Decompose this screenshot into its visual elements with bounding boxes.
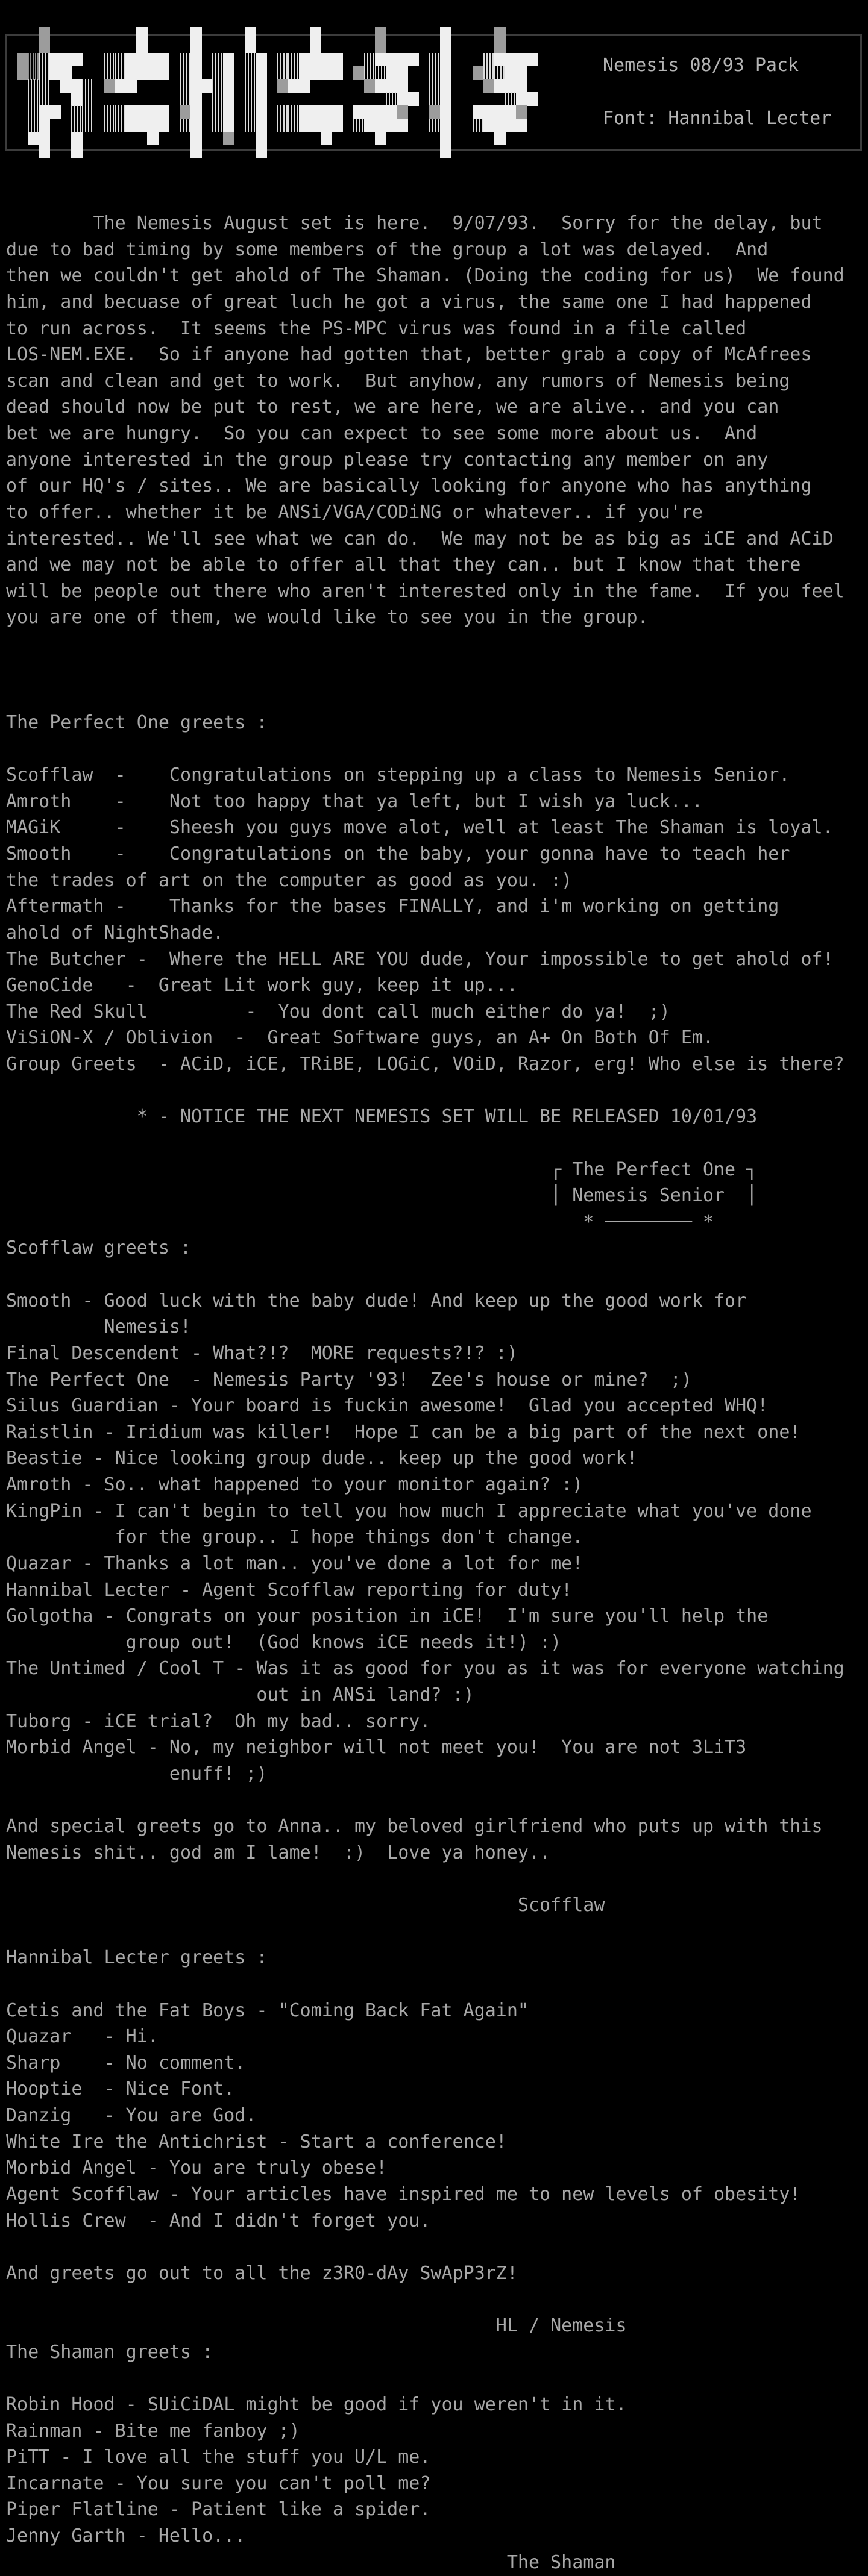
text-line: Scofflaw greets : xyxy=(6,1237,192,1259)
text-line xyxy=(6,27,868,53)
text-line: ┌ The Perfect One ┐ xyxy=(6,1158,758,1180)
text-line: Smooth - Congratulations on the baby, your gonna have to teach her xyxy=(6,843,790,864)
text-line: anyone interested in the group please try contacting any member on any xyxy=(6,449,769,470)
text-line: Nemesis! xyxy=(6,1316,192,1338)
text-line: * ──────── * xyxy=(6,1211,714,1233)
text-line: The Red Skull - You dont call much either do ya! ;) xyxy=(6,1001,670,1022)
text-line: Final Descendent - What?!? MORE requests?!? :) xyxy=(6,1342,518,1364)
text-line: Hooptie - Nice Font. xyxy=(6,2078,235,2100)
text-line xyxy=(6,105,868,132)
text-line: scan and clean and get to work. But anyhow, any rumors of Nemesis being xyxy=(6,370,790,392)
text-line: MAGiK - Sheesh you guys move alot, well at least The Shaman is loyal. xyxy=(6,817,834,839)
text-line: of our HQ's / sites.. We are basically looking for anyone who has anything xyxy=(6,475,812,497)
text-line: The Shaman xyxy=(6,2551,616,2573)
text-line: Nemesis shit.. god am I lame! :) Love ya honey.. xyxy=(6,1842,551,1863)
text-line xyxy=(6,1787,868,1814)
text-line: And special greets go to Anna.. my beloved girlfriend who puts up with this xyxy=(6,1816,823,1837)
text-line xyxy=(6,184,868,210)
text-line: out in ANSi land? :) xyxy=(6,1684,474,1705)
text-line: The Perfect One - Nemesis Party '93! Zee's house or mine? ;) xyxy=(6,1369,692,1390)
text-line xyxy=(6,631,868,657)
text-line: then we couldn't get ahold of The Shaman. (Doing the coding for us) We found xyxy=(6,265,844,287)
text-line: and we may not be able to offer all that they can.. but I know that there xyxy=(6,554,801,576)
text-line: White Ire the Antichrist - Start a conference! xyxy=(6,2131,507,2152)
text-line xyxy=(6,158,868,184)
text-line: * - NOTICE THE NEXT NEMESIS SET WILL BE RELEASED 10/01/93 xyxy=(6,1106,758,1128)
text-line xyxy=(6,79,868,105)
text-line: for the group.. I hope things don't change. xyxy=(6,1527,583,1548)
text-line: The Untimed / Cool T - Was it as good for you as it was for everyone watching xyxy=(6,1658,844,1680)
text-line: Robin Hood - SUiCiDAL might be good if you weren't in it. xyxy=(6,2393,627,2415)
text-line xyxy=(6,1971,868,1998)
text-line: Aftermath - Thanks for the bases FINALLY, and i'm working on getting xyxy=(6,896,779,918)
text-line: group out! (God knows iCE needs it!) :) xyxy=(6,1631,562,1653)
text-line: Rainman - Bite me fanboy ;) xyxy=(6,2420,300,2442)
text-line xyxy=(6,1130,868,1157)
text-line: The Perfect One greets : xyxy=(6,711,268,733)
text-line: Agent Scofflaw - Your articles have inspired me to new levels of obesity! xyxy=(6,2183,801,2205)
text-line: Piper Flatline - Patient like a spider. xyxy=(6,2499,431,2521)
text-line xyxy=(6,1919,868,1945)
text-line: Danzig - You are God. xyxy=(6,2105,257,2126)
text-line: Sharp - No comment. xyxy=(6,2052,246,2074)
text-line: ViSiON-X / Oblivion - Great Software guys, an A+ On Both Of Em. xyxy=(6,1027,714,1049)
text-line: bet we are hungry. So you can expect to see some more about us. And xyxy=(6,423,758,444)
text-line: Jenny Garth - Hello... xyxy=(6,2525,246,2546)
text-line: enuff! ;) xyxy=(6,1763,268,1784)
text-line: The Butcher - Where the HELL ARE YOU dude, Your impossible to get ahold of! xyxy=(6,948,834,970)
text-line xyxy=(6,1866,868,1892)
text-line xyxy=(6,2286,868,2313)
text-line: Amroth - Not too happy that ya left, but I wish ya luck... xyxy=(6,790,703,812)
text-line: Group Greets - ACiD, iCE, TRiBE, LOGiC, VOiD, Razor, erg! Who else is there? xyxy=(6,1054,844,1075)
text-line xyxy=(6,52,868,79)
text-line: ahold of NightShade. xyxy=(6,922,224,943)
font-credit: Font: Hannibal Lecter xyxy=(603,108,832,129)
text-line: Hannibal Lecter greets : xyxy=(6,1947,268,1969)
text-line: you are one of them, we would like to see you in the group. xyxy=(6,607,649,628)
text-line: Cetis and the Fat Boys - "Coming Back Fat Again" xyxy=(6,1999,529,2021)
text-line xyxy=(6,2365,868,2392)
text-line: to run across. It seems the PS-MPC virus was found in a file called xyxy=(6,317,747,339)
text-line: him, and becuase of great luch he got a virus, the same one I had happened xyxy=(6,291,812,313)
text-line: LOS-NEM.EXE. So if anyone had gotten that, better grab a copy of McAfrees xyxy=(6,344,812,366)
text-line: PiTT - I love all the stuff you U/L me. xyxy=(6,2446,431,2468)
text-line xyxy=(6,131,868,158)
text-line: Golgotha - Congrats on your position in iCE! I'm sure you'll help the xyxy=(6,1605,769,1627)
text-line xyxy=(6,2234,868,2260)
text-line: Hannibal Lecter - Agent Scofflaw reporting for duty! xyxy=(6,1579,573,1601)
text-line: the trades of art on the computer as good as you. :) xyxy=(6,869,573,891)
text-line: interested.. We'll see what we can do. We may not be as big as iCE and ACiD xyxy=(6,528,834,549)
text-line xyxy=(6,1078,868,1104)
text-line: Quazar - Hi. xyxy=(6,2026,159,2048)
text-line: Morbid Angel - You are truly obese! xyxy=(6,2157,388,2179)
text-line: Quazar - Thanks a lot man.. you've done a lot for me! xyxy=(6,1552,583,1574)
text-line xyxy=(6,736,868,763)
text-line: dead should now be put to rest, we are here, we are alive.. and you can xyxy=(6,396,779,418)
pack-title: Nemesis 08/93 Pack xyxy=(603,55,799,76)
text-line: will be people out there who aren't interested only in the fame. If you feel xyxy=(6,580,844,602)
text-line: Beastie - Nice looking group dude.. keep up the good work! xyxy=(6,1448,638,1469)
text-line: Smooth - Good luck with the baby dude! And keep up the good work for xyxy=(6,1290,747,1311)
text-line: KingPin - I can't begin to tell you how much I appreciate what you've done xyxy=(6,1500,812,1522)
text-line: Tuborg - iCE trial? Oh my bad.. sorry. xyxy=(6,1710,431,1732)
text-line: Scofflaw xyxy=(6,1895,605,1916)
text-line xyxy=(6,683,868,710)
text-line: Hollis Crew - And I didn't forget you. xyxy=(6,2210,431,2231)
text-line: Silus Guardian - Your board is fuckin awesome! Glad you accepted WHQ! xyxy=(6,1395,769,1417)
text-line: GenoCide - Great Lit work guy, keep it up... xyxy=(6,975,518,996)
text-line xyxy=(6,1261,868,1288)
text-line: The Nemesis August set is here. 9/07/93. Sorry for the delay, but xyxy=(6,213,823,234)
text-line: Morbid Angel - No, my neighbor will not meet you! You are not 3LiT3 xyxy=(6,1737,747,1758)
text-line: HL / Nemesis xyxy=(6,2315,627,2336)
text-line: to offer.. whether it be ANSi/VGA/CODiNG or whatever.. if you're xyxy=(6,501,703,523)
text-line: Incarnate - You sure you can't poll me? xyxy=(6,2472,431,2494)
text-line: Raistlin - Iridium was killer! Hope I can be a big part of the next one! xyxy=(6,1421,801,1443)
text-line: due to bad timing by some members of the group a lot was delayed. And xyxy=(6,239,769,260)
text-line xyxy=(6,0,868,27)
text-line xyxy=(6,657,868,684)
text-line: Amroth - So.. what happened to your monitor again? :) xyxy=(6,1474,583,1495)
text-line: And greets go out to all the z3R0-dAy SwApP3rZ! xyxy=(6,2262,518,2284)
text-line: │ Nemesis Senior │ xyxy=(6,1185,758,1207)
text-line: Scofflaw - Congratulations on stepping up a class to Nemesis Senior. xyxy=(6,764,790,786)
text-line: The Shaman greets : xyxy=(6,2341,213,2363)
